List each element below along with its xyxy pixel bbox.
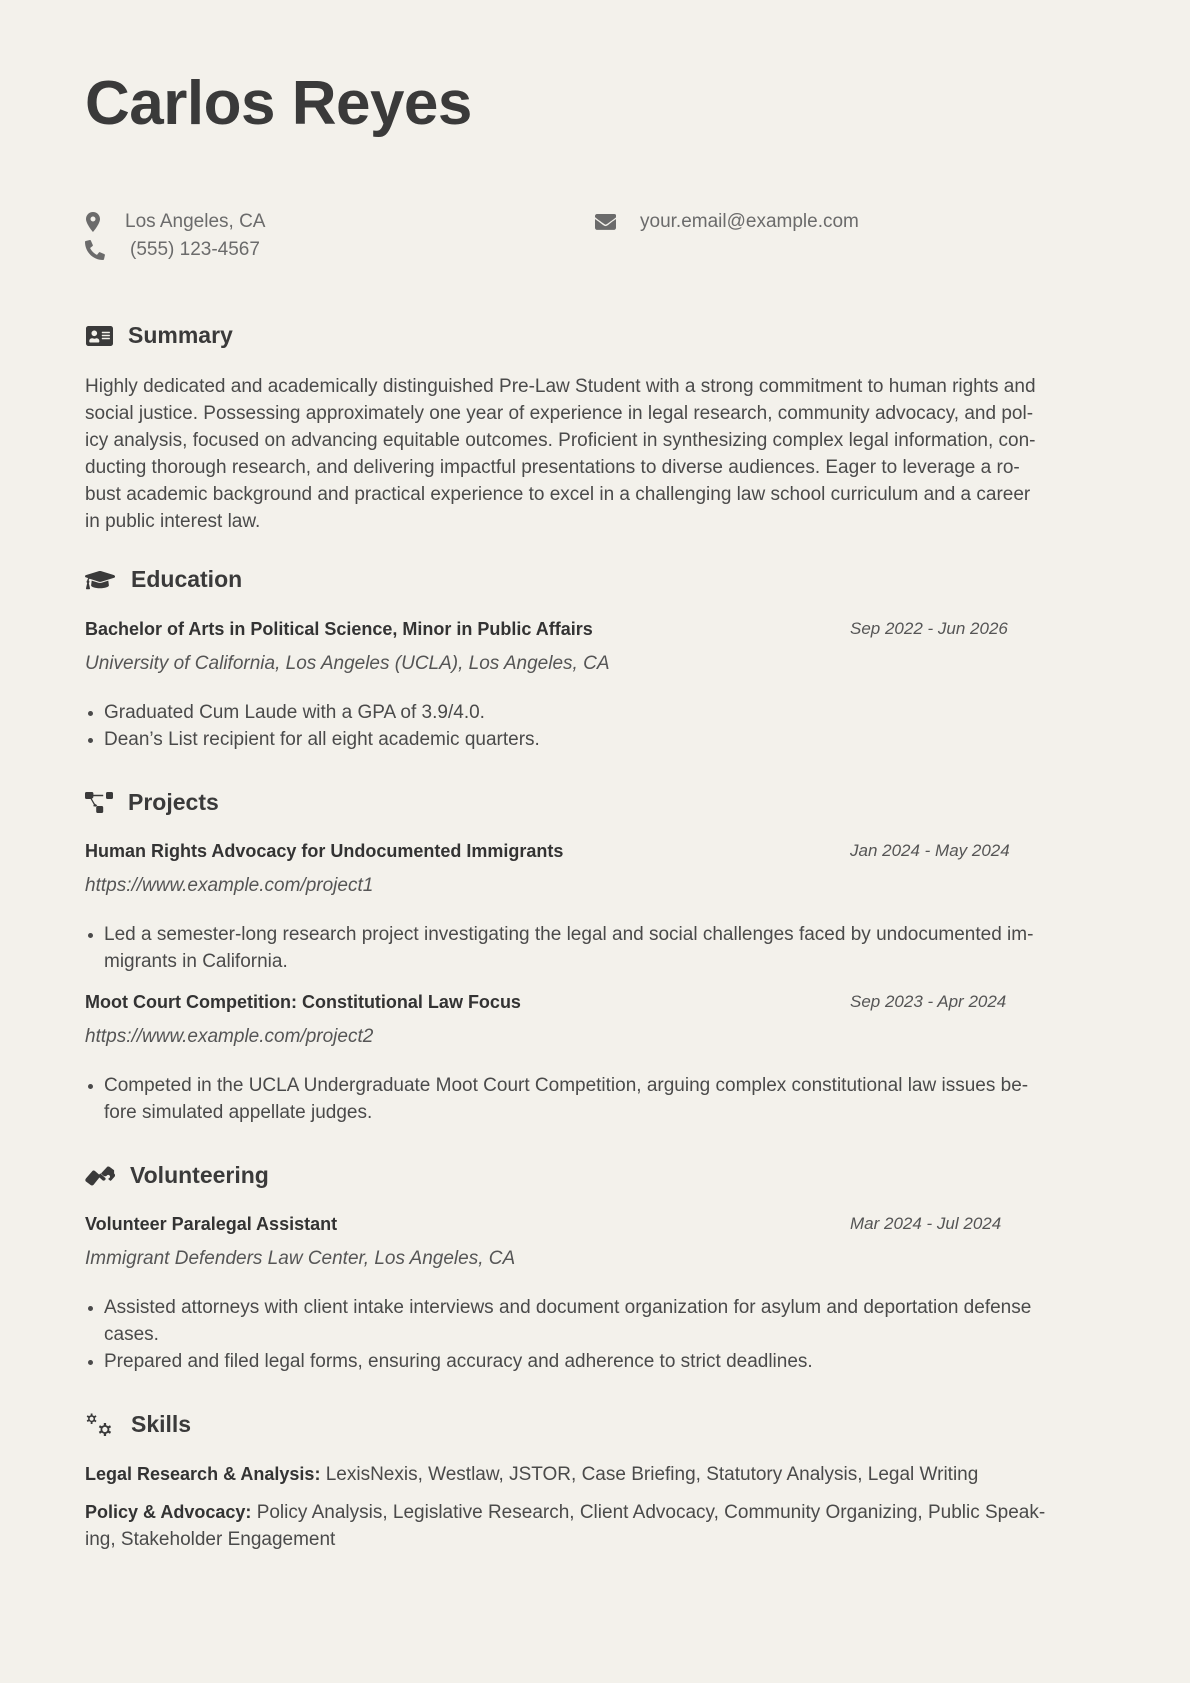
project-bullets	[85, 921, 1107, 975]
education-heading	[85, 566, 242, 593]
skill-value: ing, Stakeholder Engagement	[85, 1529, 336, 1550]
projects-heading	[85, 789, 219, 816]
summary-line: in public interest law.	[85, 511, 261, 532]
volunteer-bullets	[85, 1294, 1107, 1375]
volunteer-dates: Mar 2024 - Jul 2024	[850, 1214, 1002, 1233]
school-name: University of California, Los Angeles (UCLA), Los Angeles, CA	[85, 653, 610, 674]
graduation-cap-icon	[85, 569, 115, 591]
project-url[interactable]: https://www.example.com/project2	[85, 1026, 374, 1047]
summary-line: icy analysis, focused on advancing equitable outcomes. Proficient in synthesizing complex legal information, con-	[85, 430, 1036, 451]
bullet-line: Assisted attorneys with client intake interviews and document organization for asylum and deportation defense	[104, 1297, 1032, 1318]
education-title: Education	[131, 566, 243, 592]
volunteer-org: Immigrant Defenders Law Center, Los Angeles, CA	[85, 1248, 516, 1269]
bullet-line: Led a semester-long research project investigating the legal and social challenges faced by undocumented im-	[104, 924, 1034, 945]
phone-text: (555) 123-4567	[130, 239, 260, 260]
contact-email	[594, 211, 859, 233]
skill-row	[85, 1461, 1107, 1488]
summary-line: Highly dedicated and academically distinguished Pre-Law Student with a strong commitment to human rights and	[85, 376, 1036, 397]
list-item: Graduated Cum Laude with a GPA of 3.9/4.0.	[85, 699, 1107, 726]
summary-line: ducting thorough research, and delivering impactful presentations to diverse audiences. Eager to leverage a ro-	[85, 457, 1020, 478]
candidate-name: Carlos Reyes	[85, 69, 472, 138]
summary-title: Summary	[128, 322, 233, 348]
volunteering-title: Volunteering	[130, 1162, 269, 1188]
skill-label: Legal Research & Analysis:	[85, 1464, 321, 1484]
bullet-line: cases.	[104, 1324, 159, 1345]
project-diagram-icon	[85, 792, 113, 814]
summary-line: social justice. Possessing approximately one year of experience in legal research, community advocacy, and pol-	[85, 403, 1034, 424]
education-bullets	[85, 699, 1107, 753]
skills-heading	[85, 1411, 191, 1438]
project-dates: Jan 2024 - May 2024	[850, 841, 1010, 860]
summary-line: bust academic background and practical experience to excel in a challenging law school curriculum and a career	[85, 484, 1031, 505]
bullet-line: migrants in California.	[104, 951, 288, 972]
contact-location	[85, 211, 265, 233]
project-title: Moot Court Competition: Constitutional Law Focus	[85, 992, 521, 1012]
projects-title: Projects	[128, 789, 219, 815]
handshake-icon	[85, 1165, 115, 1187]
bullet-line: fore simulated appellate judges.	[104, 1102, 373, 1123]
education-dates: Sep 2022 - Jun 2026	[850, 619, 1008, 638]
id-card-icon	[85, 326, 113, 346]
summary-heading	[85, 322, 233, 349]
volunteer-role: Volunteer Paralegal Assistant	[85, 1214, 338, 1234]
list-item	[85, 1294, 1107, 1348]
list-item	[85, 921, 1107, 975]
list-item: Dean’s List recipient for all eight academic quarters.	[85, 726, 1107, 753]
location-text: Los Angeles, CA	[125, 211, 266, 232]
project-dates: Sep 2023 - Apr 2024	[850, 992, 1007, 1011]
contact-phone	[85, 239, 260, 261]
list-item: Prepared and filed legal forms, ensuring accuracy and adherence to strict deadlines.	[85, 1348, 1107, 1375]
project-bullets	[85, 1072, 1107, 1126]
cogs-icon	[85, 1413, 115, 1437]
skill-value: Policy Analysis, Legislative Research, Client Advocacy, Community Organizing, Public Speak-	[256, 1502, 1046, 1523]
project-title: Human Rights Advocacy for Undocumented Immigrants	[85, 841, 564, 861]
email-text[interactable]: your.email@example.com	[640, 211, 859, 232]
skill-value: LexisNexis, Westlaw, JSTOR, Case Briefing, Statutory Analysis, Legal Writing	[325, 1464, 979, 1485]
map-marker-icon	[85, 212, 101, 232]
phone-icon	[85, 240, 105, 260]
summary-text	[85, 373, 1107, 535]
skill-row	[85, 1499, 1107, 1553]
skills-title: Skills	[131, 1411, 192, 1437]
volunteering-heading	[85, 1162, 269, 1189]
bullet-line: Competed in the UCLA Undergraduate Moot Court Competition, arguing complex constitutional law issues be-	[104, 1075, 1029, 1096]
project-url[interactable]: https://www.example.com/project1	[85, 875, 374, 896]
degree-title: Bachelor of Arts in Political Science, Minor in Public Affairs	[85, 619, 593, 639]
skill-label: Policy & Advocacy:	[85, 1502, 252, 1522]
envelope-icon	[594, 214, 616, 230]
list-item	[85, 1072, 1107, 1126]
